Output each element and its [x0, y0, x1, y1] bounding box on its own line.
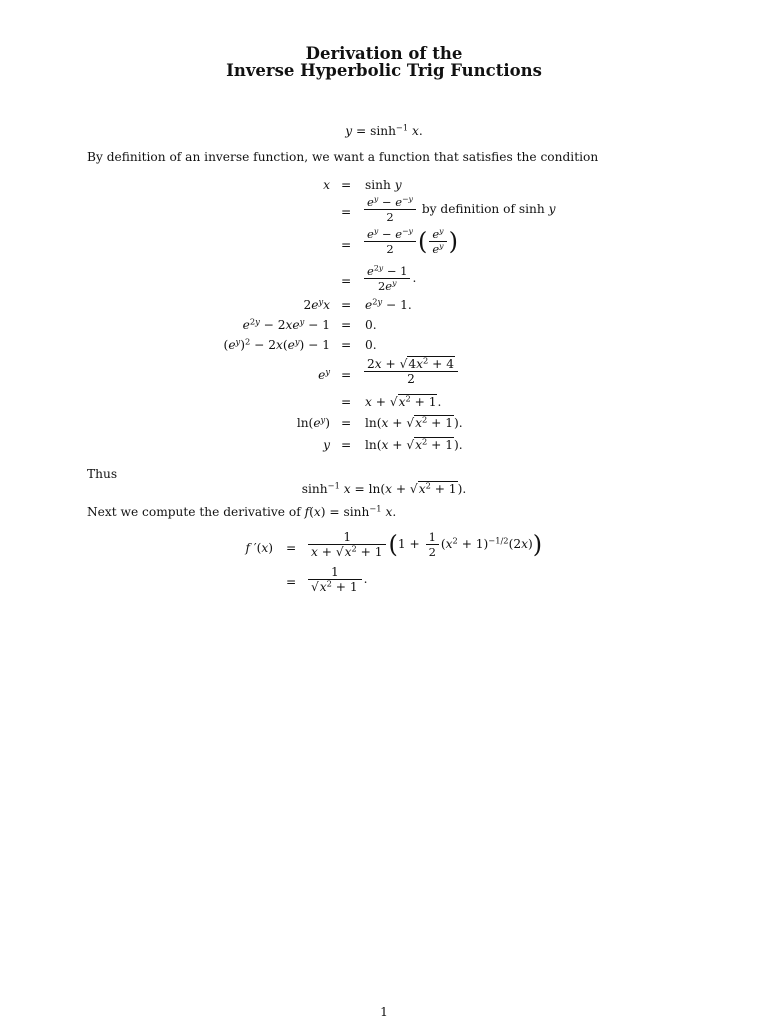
result-equation: $\sinh^{-1} x = \ln(x + √x^2 + 1)$. — [301, 480, 467, 496]
title-line-2: Inverse Hyperbolic Trig Functions — [226, 61, 542, 80]
equals-sign: = — [341, 416, 352, 430]
fraction: $\frac{e^y - e^{-y}}{2}$ — [364, 227, 416, 256]
fraction: $\frac{1}{√x^2 + 1}$ — [308, 565, 362, 594]
fraction: $\frac{e^y - e^{-y}}{2}$ — [364, 195, 416, 224]
fraction: $\frac{1}{2}$ — [426, 530, 439, 559]
derivative-rhs: $\frac{1}{x + √x^2 + 1}$ (1 + $\frac{1}{2}$ $(x^2 + 1)^{-1/2}(2x)$) — [306, 530, 542, 559]
equals-sign: = — [341, 395, 352, 409]
fraction: $\frac{2x + √4x^2 + 4}{2}$ — [364, 357, 458, 386]
definition-equation: $y = \sinh^{-1} x$. — [345, 122, 423, 138]
derivation-lhs: $2e^yx$ — [303, 296, 330, 312]
derivation-rhs — [362, 195, 556, 224]
derivation-rhs: $\ln(x + √x^2 + 1)$. — [365, 414, 463, 430]
derivative-rhs: $\frac{1}{√x^2 + 1}$ . — [306, 565, 368, 594]
derivation-rhs: $\frac{e^{2y} - 1}{2e^y}$ . — [362, 264, 416, 293]
equals-sign: = — [341, 205, 352, 219]
derivation-lhs: $\ln(e^y)$ — [296, 414, 330, 430]
derivation-lhs: $e^y$ — [318, 366, 330, 382]
fraction: $\frac{e^y}{e^y}$ — [429, 227, 446, 256]
next-text: Next we compute the derivative of — [87, 505, 301, 519]
equals-sign: = — [341, 238, 352, 252]
fraction: $\frac{e^{2y} - 1}{2e^y}$ — [364, 264, 410, 293]
equals-sign: = — [341, 438, 352, 452]
derivation-lhs: x — [323, 178, 330, 192]
derivation-rhs: 0. — [365, 338, 377, 352]
derivation-rhs: $\ln(x + √x^2 + 1)$. — [365, 436, 463, 452]
derivation-rhs: $\frac{e^y - e^{-y}}{2}$ ( $\frac{e^y}{e^y}$ ) — [362, 227, 458, 256]
derivation-rhs: 0. — [365, 318, 377, 332]
equals-sign: = — [341, 318, 352, 332]
equals-sign: = — [341, 178, 352, 192]
equals-sign: = — [341, 368, 352, 382]
by-definition-text: by definition of sinh — [421, 202, 545, 216]
page-number: 1 — [380, 1005, 388, 1019]
derivation-lhs: $e^{2y} - 2xe^y - 1$ — [242, 316, 330, 332]
fraction: $\frac{1}{x + √x^2 + 1}$ — [308, 530, 386, 559]
title-line-1: Derivation of the — [305, 44, 463, 63]
derivative-lhs: f ′(x) — [245, 541, 273, 555]
derivation-rhs: $e^{2y} - 1$. — [365, 296, 412, 312]
equals-sign: = — [286, 541, 297, 555]
derivation-rhs: $x + √x^2 + 1$. — [365, 393, 442, 409]
intro-paragraph: By definition of an inverse function, we want a function that satisfies the condition — [87, 150, 599, 164]
derivation-rhs — [362, 357, 460, 386]
thus-label: Thus — [87, 467, 118, 481]
equals-sign: = — [286, 575, 297, 589]
equals-sign: = — [341, 274, 352, 288]
next-paragraph: Next we compute the derivative of $f(x) = \sinh^{-1} x$. — [87, 503, 397, 519]
derivation-lhs: y — [323, 438, 330, 452]
by-definition-note: by definition of sinh y — [421, 202, 556, 216]
equals-sign: = — [341, 298, 352, 312]
derivation-lhs: $(e^y)^2 - 2x(e^y) - 1$ — [223, 336, 330, 352]
equals-sign: = — [341, 338, 352, 352]
derivation-rhs: sinh y — [365, 178, 402, 192]
